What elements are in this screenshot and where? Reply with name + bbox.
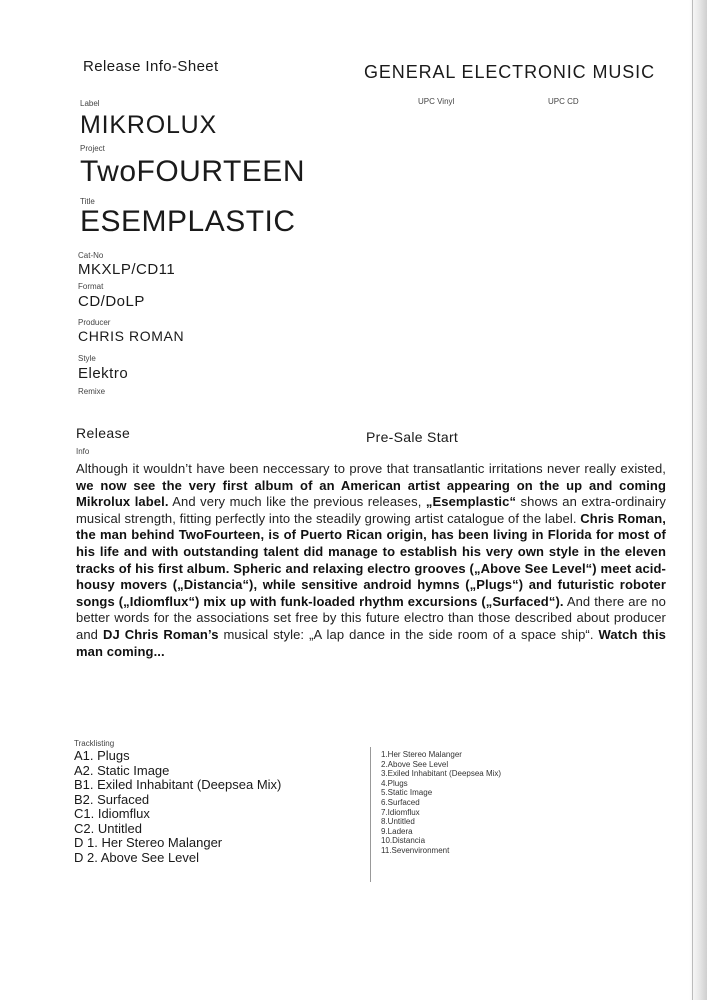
label-value: MIKROLUX [80, 111, 217, 139]
label-caption: Label [80, 99, 100, 108]
cd-track: 1.Her Stereo Malanger [381, 750, 462, 759]
cd-track: 11.Sevenvironment [381, 845, 450, 855]
info-text-segment: And very much like the previous releases, [168, 494, 426, 510]
cd-track: 8.Untitled [381, 817, 415, 827]
info-bold-segment: Watch this man coming... [76, 626, 666, 659]
info-text-segment: And there are no better words for the associations set free by this future electro than those described about producer and [76, 593, 666, 642]
project-value: TwoFOURTEEN [80, 155, 305, 188]
info-text-segment: shows an extra-ordinairy musical strength, fitting perfectly into the steadily growing artist catalogue of the label. [76, 494, 667, 526]
title-caption: Title [80, 197, 95, 206]
info-text-segment: Although it wouldn’t have been neccessary to prove that transatlantic irritations never really existed, [76, 461, 666, 476]
title-value: ESEMPLASTIC [80, 205, 296, 238]
cd-track: 2.Above See Level [381, 759, 449, 769]
producer-value: CHRIS ROMAN [78, 328, 185, 344]
column-divider [370, 747, 371, 882]
vinyl-track: B1. Exiled Inhabitant (Deepsea Mix) [74, 777, 282, 792]
style-caption: Style [78, 354, 96, 363]
remixe-caption: Remixe [78, 387, 106, 396]
vinyl-track: A1. Plugs [74, 748, 130, 763]
cd-track: 6.Surfaced [381, 797, 420, 807]
upc-cd-label: UPC CD [548, 97, 579, 106]
info-bold-segment: Chris Roman, the man behind TwoFourteen, is of Puerto Rican origin, has been living in Florida for most of his life and with outstanding talent did manage to establish his very own style in the eleven tracks of his first album. Spheric and relaxing electro grooves („Above See Level“) meet acid-housy movers („Distancia“), while sensitive android hymns („Plugs“) and futuristic roboter songs („Idiomflux“) mix up with funk-loaded rhythm excursions („Surfaced“). [76, 510, 667, 609]
info-caption: Info [76, 447, 90, 456]
cd-track: 9.Ladera [381, 826, 413, 836]
upc-vinyl-label: UPC Vinyl [418, 97, 455, 106]
info-text-segment: musical style: „A lap dance in the side room of a space ship“. [218, 626, 599, 642]
vinyl-track: C1. Idiomflux [74, 806, 150, 821]
info-bold-segment: „Esemplastic“ [425, 494, 517, 510]
info-bold-segment: DJ Chris Roman’s [102, 626, 219, 642]
format-caption: Format [78, 282, 104, 291]
cd-tracklist [381, 750, 501, 856]
style-value: Elektro [78, 365, 129, 382]
info-bold-segment: we now see the very first album of an American artist appearing on the up and coming Mikrolux label. [76, 477, 666, 510]
vinyl-track: D 2. Above See Level [74, 849, 200, 865]
info-paragraph [76, 461, 666, 660]
vinyl-track: B2. Surfaced [74, 791, 150, 807]
cd-track: 4.Plugs [381, 778, 408, 788]
format-value: CD/DoLP [78, 293, 145, 310]
vinyl-tracklist [74, 749, 281, 865]
cd-track: 5.Static Image [381, 788, 433, 798]
scan-edge-line [692, 0, 693, 1000]
vinyl-track: C2. Untitled [74, 820, 142, 836]
tracklisting-caption: Tracklisting [74, 739, 115, 748]
cd-track: 3.Exiled Inhabitant (Deepsea Mix) [381, 769, 502, 779]
cd-track: 10.Distancia [381, 836, 426, 846]
vinyl-track: A2. Static Image [74, 762, 170, 778]
release-label: Release [76, 425, 131, 441]
company-name: GENERAL ELECTRONIC MUSIC [364, 62, 655, 82]
catno-value: MKXLP/CD11 [78, 261, 176, 278]
producer-caption: Producer [78, 318, 111, 327]
vinyl-track: D 1. Her Stereo Malanger [74, 835, 223, 850]
sheet-title: Release Info-Sheet [83, 58, 219, 75]
presale-label: Pre-Sale Start [366, 429, 459, 445]
project-caption: Project [80, 144, 105, 153]
catno-caption: Cat-No [78, 251, 104, 260]
cd-track: 7.Idiomflux [381, 807, 420, 817]
